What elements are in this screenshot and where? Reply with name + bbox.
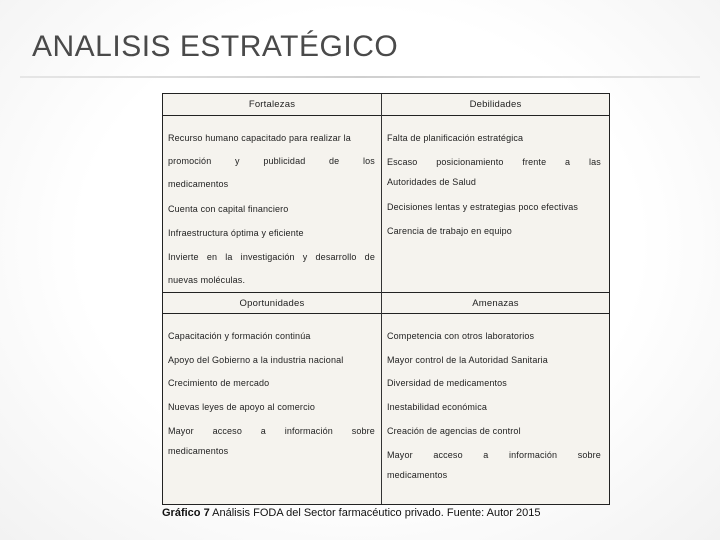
slide-title: ANALISIS ESTRATÉGICO xyxy=(32,30,399,63)
oportunidades-item: Apoyo del Gobierno a la industria nacional xyxy=(168,355,344,365)
amenazas-item: Competencia con otros laboratorios xyxy=(387,331,535,341)
debilidades-item: Decisiones lentas y estrategias poco efectivas xyxy=(387,202,578,212)
title-divider xyxy=(20,76,700,78)
fortalezas-item-word: los xyxy=(363,156,375,166)
fortalezas-header: Fortalezas xyxy=(163,94,381,116)
oportunidades-item-word: Mayor xyxy=(168,426,194,436)
fortalezas-item-word: investigación xyxy=(240,252,295,262)
foda-table xyxy=(162,93,610,505)
fortalezas-item: Cuenta con capital financiero xyxy=(168,204,289,214)
oportunidades-item: medicamentos xyxy=(168,446,229,456)
fortalezas-item-word: en xyxy=(206,252,218,262)
fortalezas-item-word: la xyxy=(225,252,233,262)
amenazas-item-word: información xyxy=(508,450,558,460)
fortalezas-item-word: publicidad xyxy=(263,156,306,166)
oportunidades-item-word: a xyxy=(260,426,266,436)
debilidades-item-word: Escaso xyxy=(387,157,418,167)
oportunidades-item: Nuevas leyes de apoyo al comercio xyxy=(168,402,316,412)
fortalezas-item-word: de xyxy=(364,252,375,262)
amenazas-item: Inestabilidad económica xyxy=(387,402,488,412)
oportunidades-item-word: información xyxy=(284,426,333,436)
oportunidades-item-word: sobre xyxy=(351,426,375,436)
debilidades-header: Debilidades xyxy=(382,94,609,116)
oportunidades-item-word: acceso xyxy=(212,426,242,436)
fortalezas-item xyxy=(168,246,375,269)
fortalezas-item: Recurso humano capacitado para realizar la xyxy=(168,133,351,143)
amenazas-item-word: sobre xyxy=(577,450,601,460)
fortalezas-item-word: desarrollo xyxy=(315,252,357,262)
amenazas-header: Amenazas xyxy=(382,292,609,314)
fortalezas-item-word: de xyxy=(329,156,340,166)
amenazas-item-word: Mayor xyxy=(387,450,413,460)
oportunidades-header: Oportunidades xyxy=(163,292,381,314)
fortalezas-item: nuevas moléculas. xyxy=(168,275,246,285)
debilidades-item-word: posicionamiento xyxy=(436,157,504,167)
debilidades-item-word: a xyxy=(565,157,571,167)
caption-text: Análisis FODA del Sector farmacéutico privado. Fuente: Autor 2015 xyxy=(209,507,541,519)
caption-label: Gráfico 7 xyxy=(162,507,210,519)
fortalezas-item: medicamentos xyxy=(168,179,229,189)
debilidades-item: Falta de planificación estratégica xyxy=(387,133,524,143)
figure-caption xyxy=(162,507,540,519)
amenazas-item-word: acceso xyxy=(433,450,463,460)
fortalezas-item-word: promoción xyxy=(168,156,212,166)
fortalezas-item xyxy=(168,150,375,173)
debilidades-item-word: las xyxy=(588,157,601,167)
debilidades-item: Autoridades de Salud xyxy=(387,177,477,187)
fortalezas-item-word: Invierte xyxy=(168,252,199,262)
fortalezas-item-word: y xyxy=(235,156,240,166)
amenazas-item-word: a xyxy=(483,450,489,460)
oportunidades-item: Crecimiento de mercado xyxy=(168,378,270,388)
amenazas-item: medicamentos xyxy=(387,470,448,480)
debilidades-item: Carencia de trabajo en equipo xyxy=(387,226,512,236)
fortalezas-item: Infraestructura óptima y eficiente xyxy=(168,228,304,238)
amenazas-item: Mayor control de la Autoridad Sanitaria xyxy=(387,355,548,365)
amenazas-item: Creación de agencias de control xyxy=(387,426,521,436)
debilidades-item-word: frente xyxy=(522,157,547,167)
fortalezas-item-word: y xyxy=(302,252,308,262)
oportunidades-item: Capacitación y formación continúa xyxy=(168,331,311,341)
amenazas-item: Diversidad de medicamentos xyxy=(387,378,507,388)
